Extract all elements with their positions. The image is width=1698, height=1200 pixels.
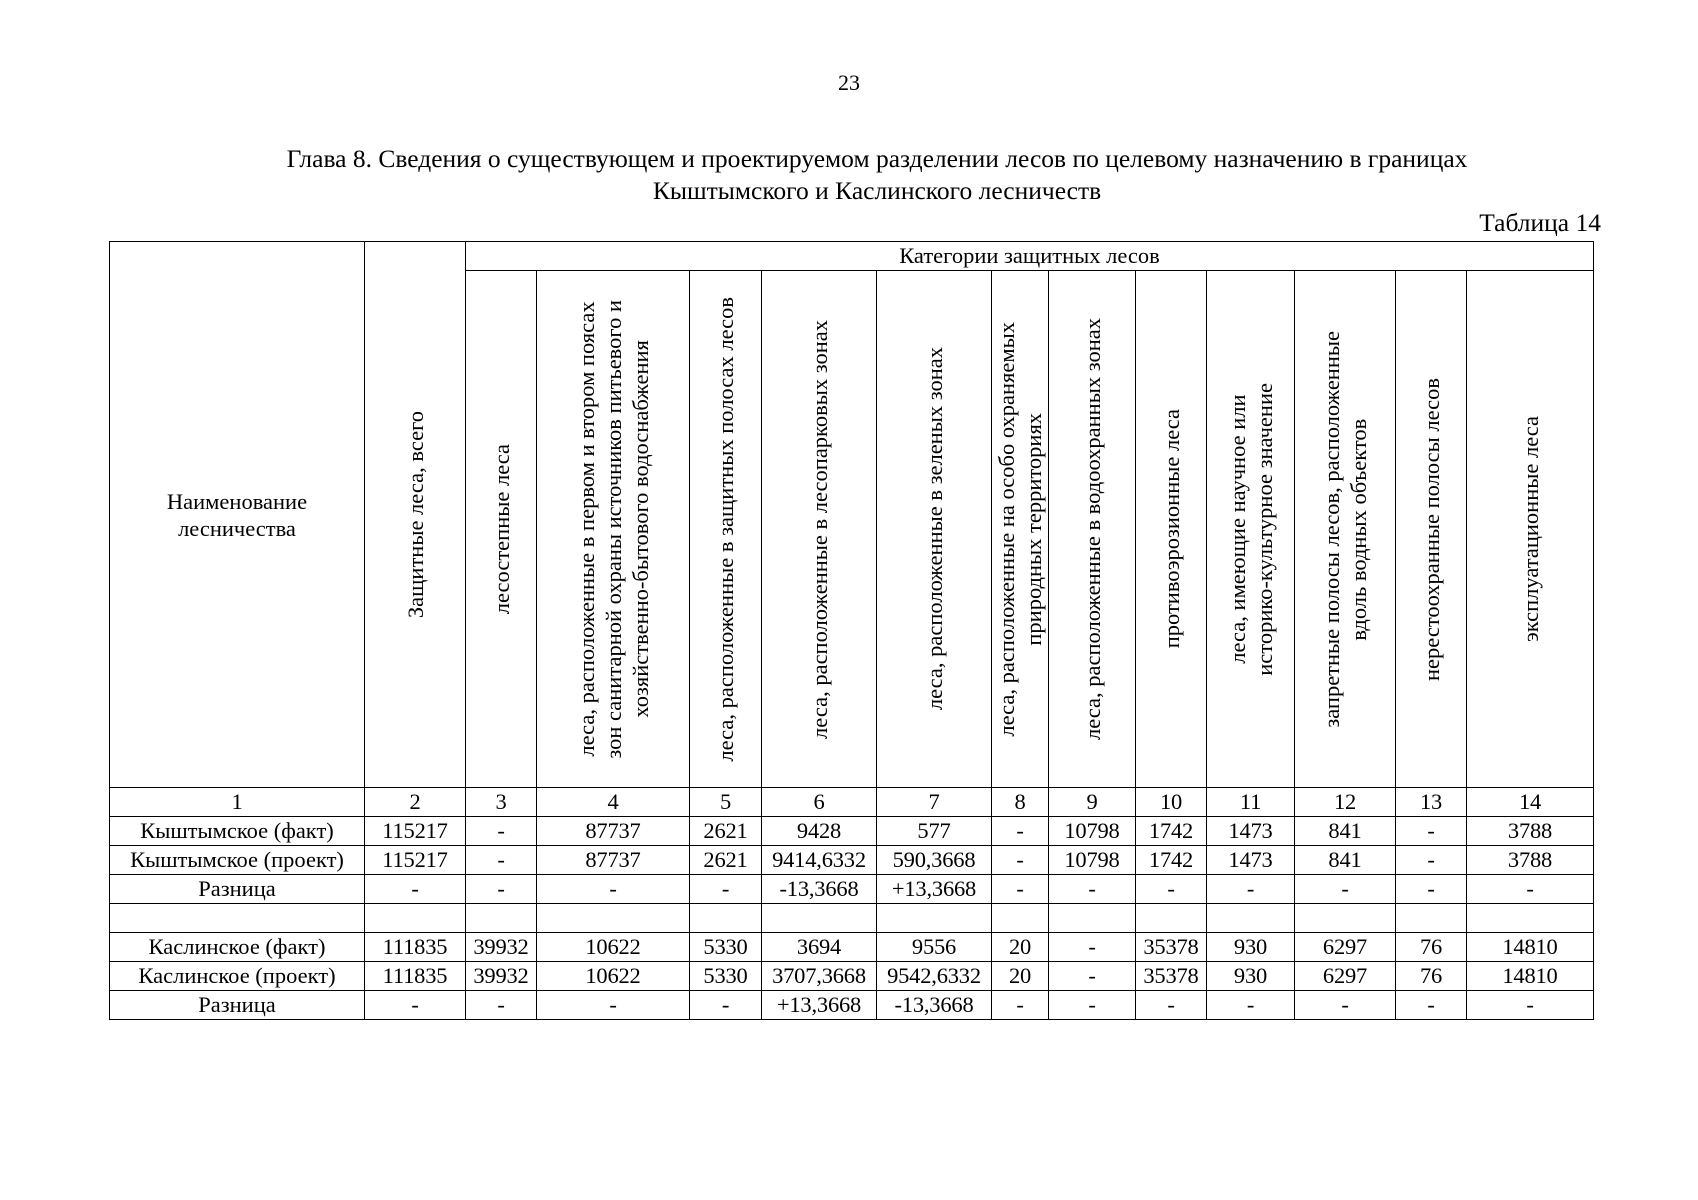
column-number: 8: [992, 788, 1049, 817]
value-cell: [1136, 904, 1207, 933]
value-cell: 20: [992, 962, 1049, 991]
column-number: 13: [1396, 788, 1467, 817]
header-category-8-line: природных территориях: [1021, 412, 1046, 646]
forestry-name-cell: Каслинское (проект): [110, 962, 365, 991]
column-number: 1: [110, 788, 365, 817]
value-cell: 1473: [1207, 846, 1295, 875]
value-cell: 1742: [1136, 846, 1207, 875]
value-cell: -: [1049, 875, 1136, 904]
column-number: 12: [1295, 788, 1396, 817]
value-cell: 76: [1396, 933, 1467, 962]
value-cell: 6297: [1295, 933, 1396, 962]
value-cell: -: [1049, 991, 1136, 1020]
forestry-name-cell: Кыштымское (факт): [110, 817, 365, 846]
header-category-3-line: лесостепные леса: [488, 443, 514, 615]
header-category-7-line: леса, расположенные в зеленых зонах: [921, 347, 947, 711]
value-cell: [365, 904, 466, 933]
value-cell: -: [1295, 991, 1396, 1020]
column-number: 3: [466, 788, 537, 817]
value-cell: [537, 904, 690, 933]
value-cell: -: [466, 991, 537, 1020]
header-total: [365, 242, 466, 788]
column-number: 14: [1467, 788, 1594, 817]
value-cell: 39932: [466, 962, 537, 991]
value-cell: [1049, 904, 1136, 933]
header-name: [110, 242, 365, 788]
value-cell: 930: [1207, 933, 1295, 962]
header-category-10: [1136, 271, 1207, 788]
table-row: [110, 933, 1594, 962]
value-cell: 577: [877, 817, 992, 846]
header-category-12-line: вдоль водных объектов: [1346, 418, 1371, 640]
table-row: [110, 991, 1594, 1020]
header-categories: Категории защитных лесов: [466, 242, 1594, 271]
value-cell: [877, 904, 992, 933]
header-category-4-line: зон санитарной охраны источников питьевого и: [600, 299, 626, 759]
value-cell: 3707,3668: [762, 962, 877, 991]
value-cell: -: [1049, 962, 1136, 991]
column-number: 5: [690, 788, 762, 817]
value-cell: 590,3668: [877, 846, 992, 875]
value-cell: 10622: [537, 933, 690, 962]
value-cell: [1207, 904, 1295, 933]
header-total-label: Защитные леса, всего: [402, 410, 428, 619]
value-cell: -: [992, 846, 1049, 875]
header-category-12-line: запретные полосы лесов, расположенные: [1319, 330, 1344, 728]
value-cell: [466, 904, 537, 933]
header-category-10-line: противоэрозионные леса: [1158, 409, 1184, 649]
value-cell: -: [1396, 817, 1467, 846]
column-number: 10: [1136, 788, 1207, 817]
value-cell: 6297: [1295, 962, 1396, 991]
header-category-14: [1467, 271, 1594, 788]
chapter-title-line-2: Кыштымского и Каслинского лесничеств: [652, 176, 1102, 205]
value-cell: 111835: [365, 962, 466, 991]
header-category-13-line: нерестоохранные полосы лесов: [1418, 377, 1444, 681]
header-category-11-line: историко-культурное значение: [1251, 382, 1277, 676]
value-cell: -: [365, 875, 466, 904]
value-cell: 5330: [690, 962, 762, 991]
value-cell: -: [992, 817, 1049, 846]
value-cell: [992, 904, 1049, 933]
value-cell: -: [466, 817, 537, 846]
value-cell: [1295, 904, 1396, 933]
header-category-5-line: леса, расположенные в защитных полосах лесов: [713, 296, 738, 762]
forestry-name-cell: Кыштымское (проект): [110, 846, 365, 875]
value-cell: [1467, 904, 1594, 933]
value-cell: 115217: [365, 846, 466, 875]
value-cell: -: [466, 875, 537, 904]
value-cell: -: [1049, 933, 1136, 962]
column-number: 7: [877, 788, 992, 817]
header-name-line-2: лесничества: [178, 515, 296, 541]
header-category-14-line: эксплуатационные леса: [1517, 416, 1543, 642]
header-category-12: [1295, 271, 1396, 788]
value-cell: -: [992, 875, 1049, 904]
column-number: 6: [762, 788, 877, 817]
value-cell: 115217: [365, 817, 466, 846]
value-cell: [1396, 904, 1467, 933]
forestry-name-cell: Разница: [110, 875, 365, 904]
value-cell: 10798: [1049, 846, 1136, 875]
header-category-3: [466, 271, 537, 788]
header-category-9: [1049, 271, 1136, 788]
value-cell: 76: [1396, 962, 1467, 991]
header-category-6-line: леса, расположенные в лесопарковых зонах: [806, 319, 832, 739]
value-cell: -: [537, 875, 690, 904]
value-cell: 5330: [690, 933, 762, 962]
value-cell: -: [690, 991, 762, 1020]
value-cell: 9556: [877, 933, 992, 962]
chapter-title-line-1: Глава 8. Сведения о существующем и проектируемом разделении лесов по целевому назначению в границах: [286, 144, 1468, 173]
value-cell: -: [1396, 846, 1467, 875]
header-category-4-line: леса, расположенные в первом и втором поясах: [573, 301, 599, 757]
value-cell: -13,3668: [762, 875, 877, 904]
value-cell: [690, 904, 762, 933]
table-row: [110, 846, 1594, 875]
header-category-5: [690, 271, 762, 788]
value-cell: -: [537, 991, 690, 1020]
value-cell: +13,3668: [877, 875, 992, 904]
table-row: [110, 817, 1594, 846]
header-category-8-line: леса, расположенные на особо охраняемых: [994, 321, 1019, 737]
header-category-9-line: леса, расположенные в водоохранных зонах: [1079, 317, 1105, 740]
spacer-row: [110, 904, 1594, 933]
value-cell: -: [365, 991, 466, 1020]
header-category-4: [537, 271, 690, 788]
value-cell: 20: [992, 933, 1049, 962]
value-cell: -: [466, 846, 537, 875]
column-number-row: [110, 788, 1594, 817]
value-cell: -: [690, 875, 762, 904]
value-cell: 9414,6332: [762, 846, 877, 875]
column-number: 11: [1207, 788, 1295, 817]
column-number: 2: [365, 788, 466, 817]
value-cell: [762, 904, 877, 933]
table-row: [110, 875, 1594, 904]
value-cell: 841: [1295, 817, 1396, 846]
value-cell: 111835: [365, 933, 466, 962]
value-cell: 9542,6332: [877, 962, 992, 991]
value-cell: 1473: [1207, 817, 1295, 846]
table-caption: Таблица 14: [1479, 208, 1601, 237]
header-category-11: [1207, 271, 1295, 788]
value-cell: 2621: [690, 846, 762, 875]
value-cell: -: [1207, 991, 1295, 1020]
value-cell: -13,3668: [877, 991, 992, 1020]
value-cell: 2621: [690, 817, 762, 846]
value-cell: -: [1396, 875, 1467, 904]
header-category-11-line: леса, имеющие научное или: [1224, 394, 1250, 664]
value-cell: 10798: [1049, 817, 1136, 846]
header-category-8: [992, 271, 1049, 788]
value-cell: -: [1467, 991, 1594, 1020]
column-number: 4: [537, 788, 690, 817]
value-cell: 3788: [1467, 817, 1594, 846]
forestry-name-cell: [110, 904, 365, 933]
value-cell: +13,3668: [762, 991, 877, 1020]
value-cell: 10622: [537, 962, 690, 991]
header-name-line-1: Наименование: [166, 488, 308, 514]
value-cell: -: [1207, 875, 1295, 904]
value-cell: 87737: [537, 846, 690, 875]
value-cell: -: [992, 991, 1049, 1020]
value-cell: 14810: [1467, 962, 1594, 991]
value-cell: 1742: [1136, 817, 1207, 846]
chapter-title: [160, 143, 1594, 207]
value-cell: 35378: [1136, 962, 1207, 991]
value-cell: -: [1295, 875, 1396, 904]
value-cell: 841: [1295, 846, 1396, 875]
value-cell: 39932: [466, 933, 537, 962]
forestry-name-cell: Каслинское (факт): [110, 933, 365, 962]
value-cell: -: [1467, 875, 1594, 904]
value-cell: -: [1396, 991, 1467, 1020]
value-cell: -: [1136, 875, 1207, 904]
header-category-7: [877, 271, 992, 788]
column-number: 9: [1049, 788, 1136, 817]
forestry-name-cell: Разница: [110, 991, 365, 1020]
header-category-13: [1396, 271, 1467, 788]
value-cell: 35378: [1136, 933, 1207, 962]
value-cell: 14810: [1467, 933, 1594, 962]
page-number: 23: [838, 70, 860, 95]
value-cell: 9428: [762, 817, 877, 846]
header-category-4-line: хозяйственно-бытового водоснабжения: [627, 340, 653, 718]
value-cell: 930: [1207, 962, 1295, 991]
table-row: [110, 962, 1594, 991]
value-cell: 3788: [1467, 846, 1594, 875]
value-cell: 3694: [762, 933, 877, 962]
value-cell: 87737: [537, 817, 690, 846]
value-cell: -: [1136, 991, 1207, 1020]
header-category-6: [762, 271, 877, 788]
forest-categories-table: [109, 241, 1594, 1020]
